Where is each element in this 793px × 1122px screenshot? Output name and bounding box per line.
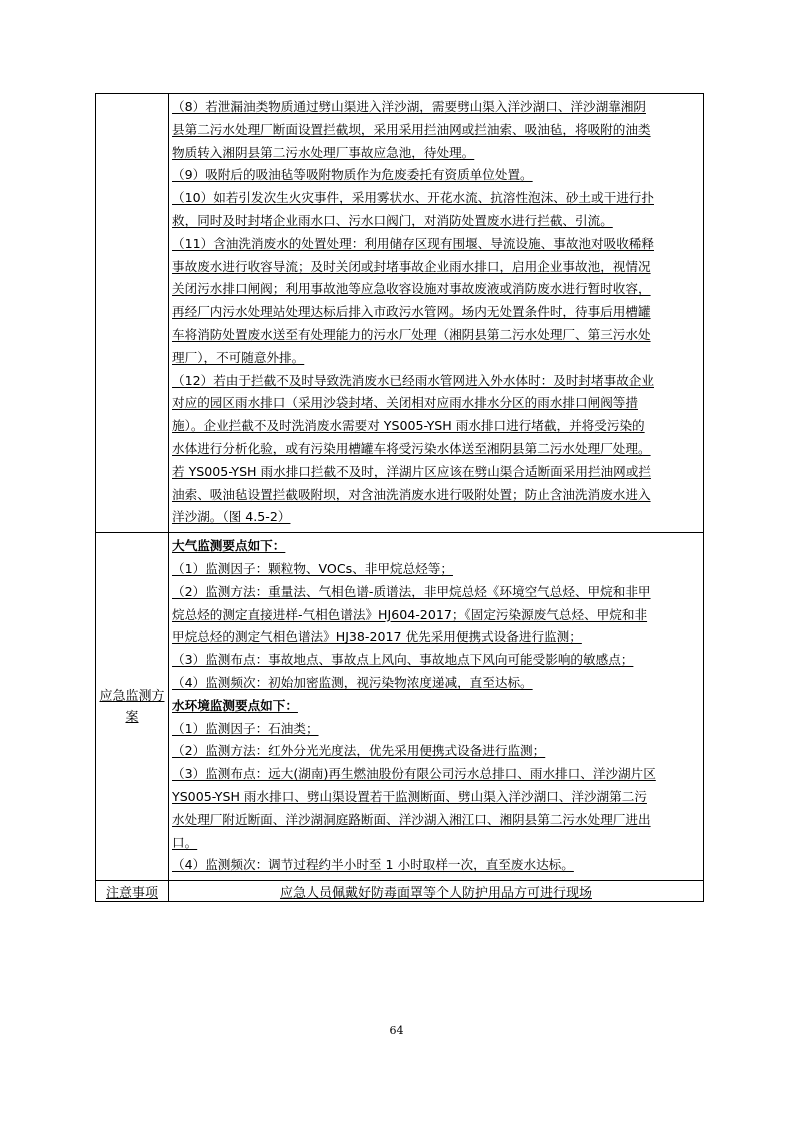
text-line: 水体进行分析化验，或有污染用槽罐车将受污染水体送至湘阴县第二污水处理厂处理。 <box>172 440 651 456</box>
text-line: 口。 <box>172 834 198 850</box>
text-line: 理厂），不可随意外排。 <box>172 349 305 365</box>
text-line: 关闭污水排口闸阀；利用事故池等应急收容设施对事故废液或消防废水进行暂时收容， <box>172 281 651 297</box>
disposal-row <box>96 94 704 533</box>
notes-row <box>96 881 704 902</box>
text-line: 县第二污水处理厂断面设置拦截坝，采用采用拦油网或拦油索、吸油毡，将吸附的油类 <box>172 121 651 137</box>
text-line: YS005-YSH 雨水排口、劈山渠设置若干监测断面、劈山渠入洋沙湖口、洋沙湖第二污 <box>172 788 647 804</box>
text-line: （12）若由于拦截不及时导致洗消废水已经雨水管网进入外水体时：及时封堵事故企业 <box>172 372 654 388</box>
text-line: 施）。企业拦截不及时洗消废水需要对 YS005-YSH 雨水排口进行堵截，并将受污染的 <box>172 418 645 434</box>
text-line: （10）如若引发次生火灾事件，采用雾状水、开花水流、抗溶性泡沫、砂土或干进行扑 <box>172 190 654 206</box>
notes-label: 注意事项 <box>96 881 169 902</box>
text-line: （3）监测布点：事故地点、事故点上风向、事故地点下风向可能受影响的敏感点； <box>172 652 634 668</box>
text-line: （11）含油洗消废水的处置处理：利用储存区现有围堰、导流设施、事故池对吸收稀释 <box>172 235 654 251</box>
monitoring-plan-label: 应急监测方案 <box>99 688 165 725</box>
text-line: 救，同时及时封堵企业雨水口、污水口阀门，对消防处置废水进行拦截、引流。 <box>172 212 613 228</box>
text-line: 洋沙湖。（图 4.5-2） <box>172 509 291 525</box>
notes-text: 应急人员佩戴好防毒面罩等个人防护用品方可进行现场 <box>169 881 704 902</box>
disposal-content-cell <box>169 94 704 533</box>
monitoring-points-text <box>172 535 700 877</box>
text-line: 物质转入湘阴县第二污水处理厂事故应急池，待处理。 <box>172 144 475 160</box>
monitoring-content-cell <box>169 533 704 881</box>
text-line: 事故废水进行收容导流；及时关闭或封堵事故企业雨水排口，启用企业事故池，视情况 <box>172 258 651 274</box>
text-line: 烷总烃的测定直接进样-气相色谱法》HJ604-2017；《固定污染源废气总烃、甲烷和非 <box>172 606 648 622</box>
emergency-plan-table <box>95 93 704 902</box>
text-line: 油索、吸油毡设置拦截吸附坝，对含油洗消废水进行吸附处置；防止含油洗消废水进入 <box>172 486 651 502</box>
text-line: （8）若泄漏油类物质通过劈山渠进入洋沙湖，需要劈山渠入洋沙湖口、洋沙湖靠湘阴 <box>172 99 646 114</box>
monitoring-label-cell <box>96 533 169 881</box>
text-line: 再经厂内污水处理站处理达标后排入市政污水管网。场内无处置条件时，待事后用槽罐 <box>172 304 651 320</box>
text-line: （3）监测布点：远大(湖南)再生燃油股份有限公司污水总排口、雨水排口、洋沙湖片区 <box>172 766 656 782</box>
disposal-measures-text <box>172 96 700 529</box>
text-line: （1）监测因子：颗粒物、VOCs、非甲烷总烃等； <box>172 560 453 576</box>
section-heading: 大气监测要点如下： <box>172 538 286 554</box>
section-heading: 水环境监测要点如下： <box>172 697 298 713</box>
disposal-label-cell <box>96 94 169 533</box>
text-line: （2）监测方法：重量法、气相色谱-质谱法，非甲烷总烃《环境空气总烃、甲烷和非甲 <box>172 583 651 599</box>
text-line: （2）监测方法：红外分光光度法，优先采用便携式设备进行监测； <box>172 743 546 759</box>
text-line: （9）吸附后的吸油毡等吸附物质作为危废委托有资质单位处置。 <box>172 167 533 183</box>
text-line: 若 YS005-YSH 雨水排口拦截不及时，洋湖片区应该在劈山渠合适断面采用拦油网或拦 <box>172 463 651 479</box>
text-line: 甲烷总烃的测定气相色谱法》HJ38-2017 优先采用便携式设备进行监测； <box>172 629 582 645</box>
text-line: 车将消防处置废水送至有处理能力的污水厂处理（湘阴县第二污水处理厂、第三污水处 <box>172 326 651 342</box>
text-line: 对应的园区雨水排口（采用沙袋封堵、关闭相对应雨水排水分区的雨水排口闸阀等措 <box>172 395 638 411</box>
text-line: （4）监测频次：调节过程约半小时至 1 小时取样一次，直至废水达标。 <box>172 857 574 873</box>
text-line: （4）监测频次：初始加密监测，视污染物浓度递减，直至达标。 <box>172 674 533 690</box>
text-line: （1）监测因子：石油类； <box>172 720 319 736</box>
page-number: 64 <box>389 1024 404 1037</box>
monitoring-row <box>96 533 704 881</box>
text-line: 水处理厂附近断面、洋沙湖洞庭路断面、洋沙湖入湘江口、湘阴县第二污水处理厂进出 <box>172 811 651 827</box>
